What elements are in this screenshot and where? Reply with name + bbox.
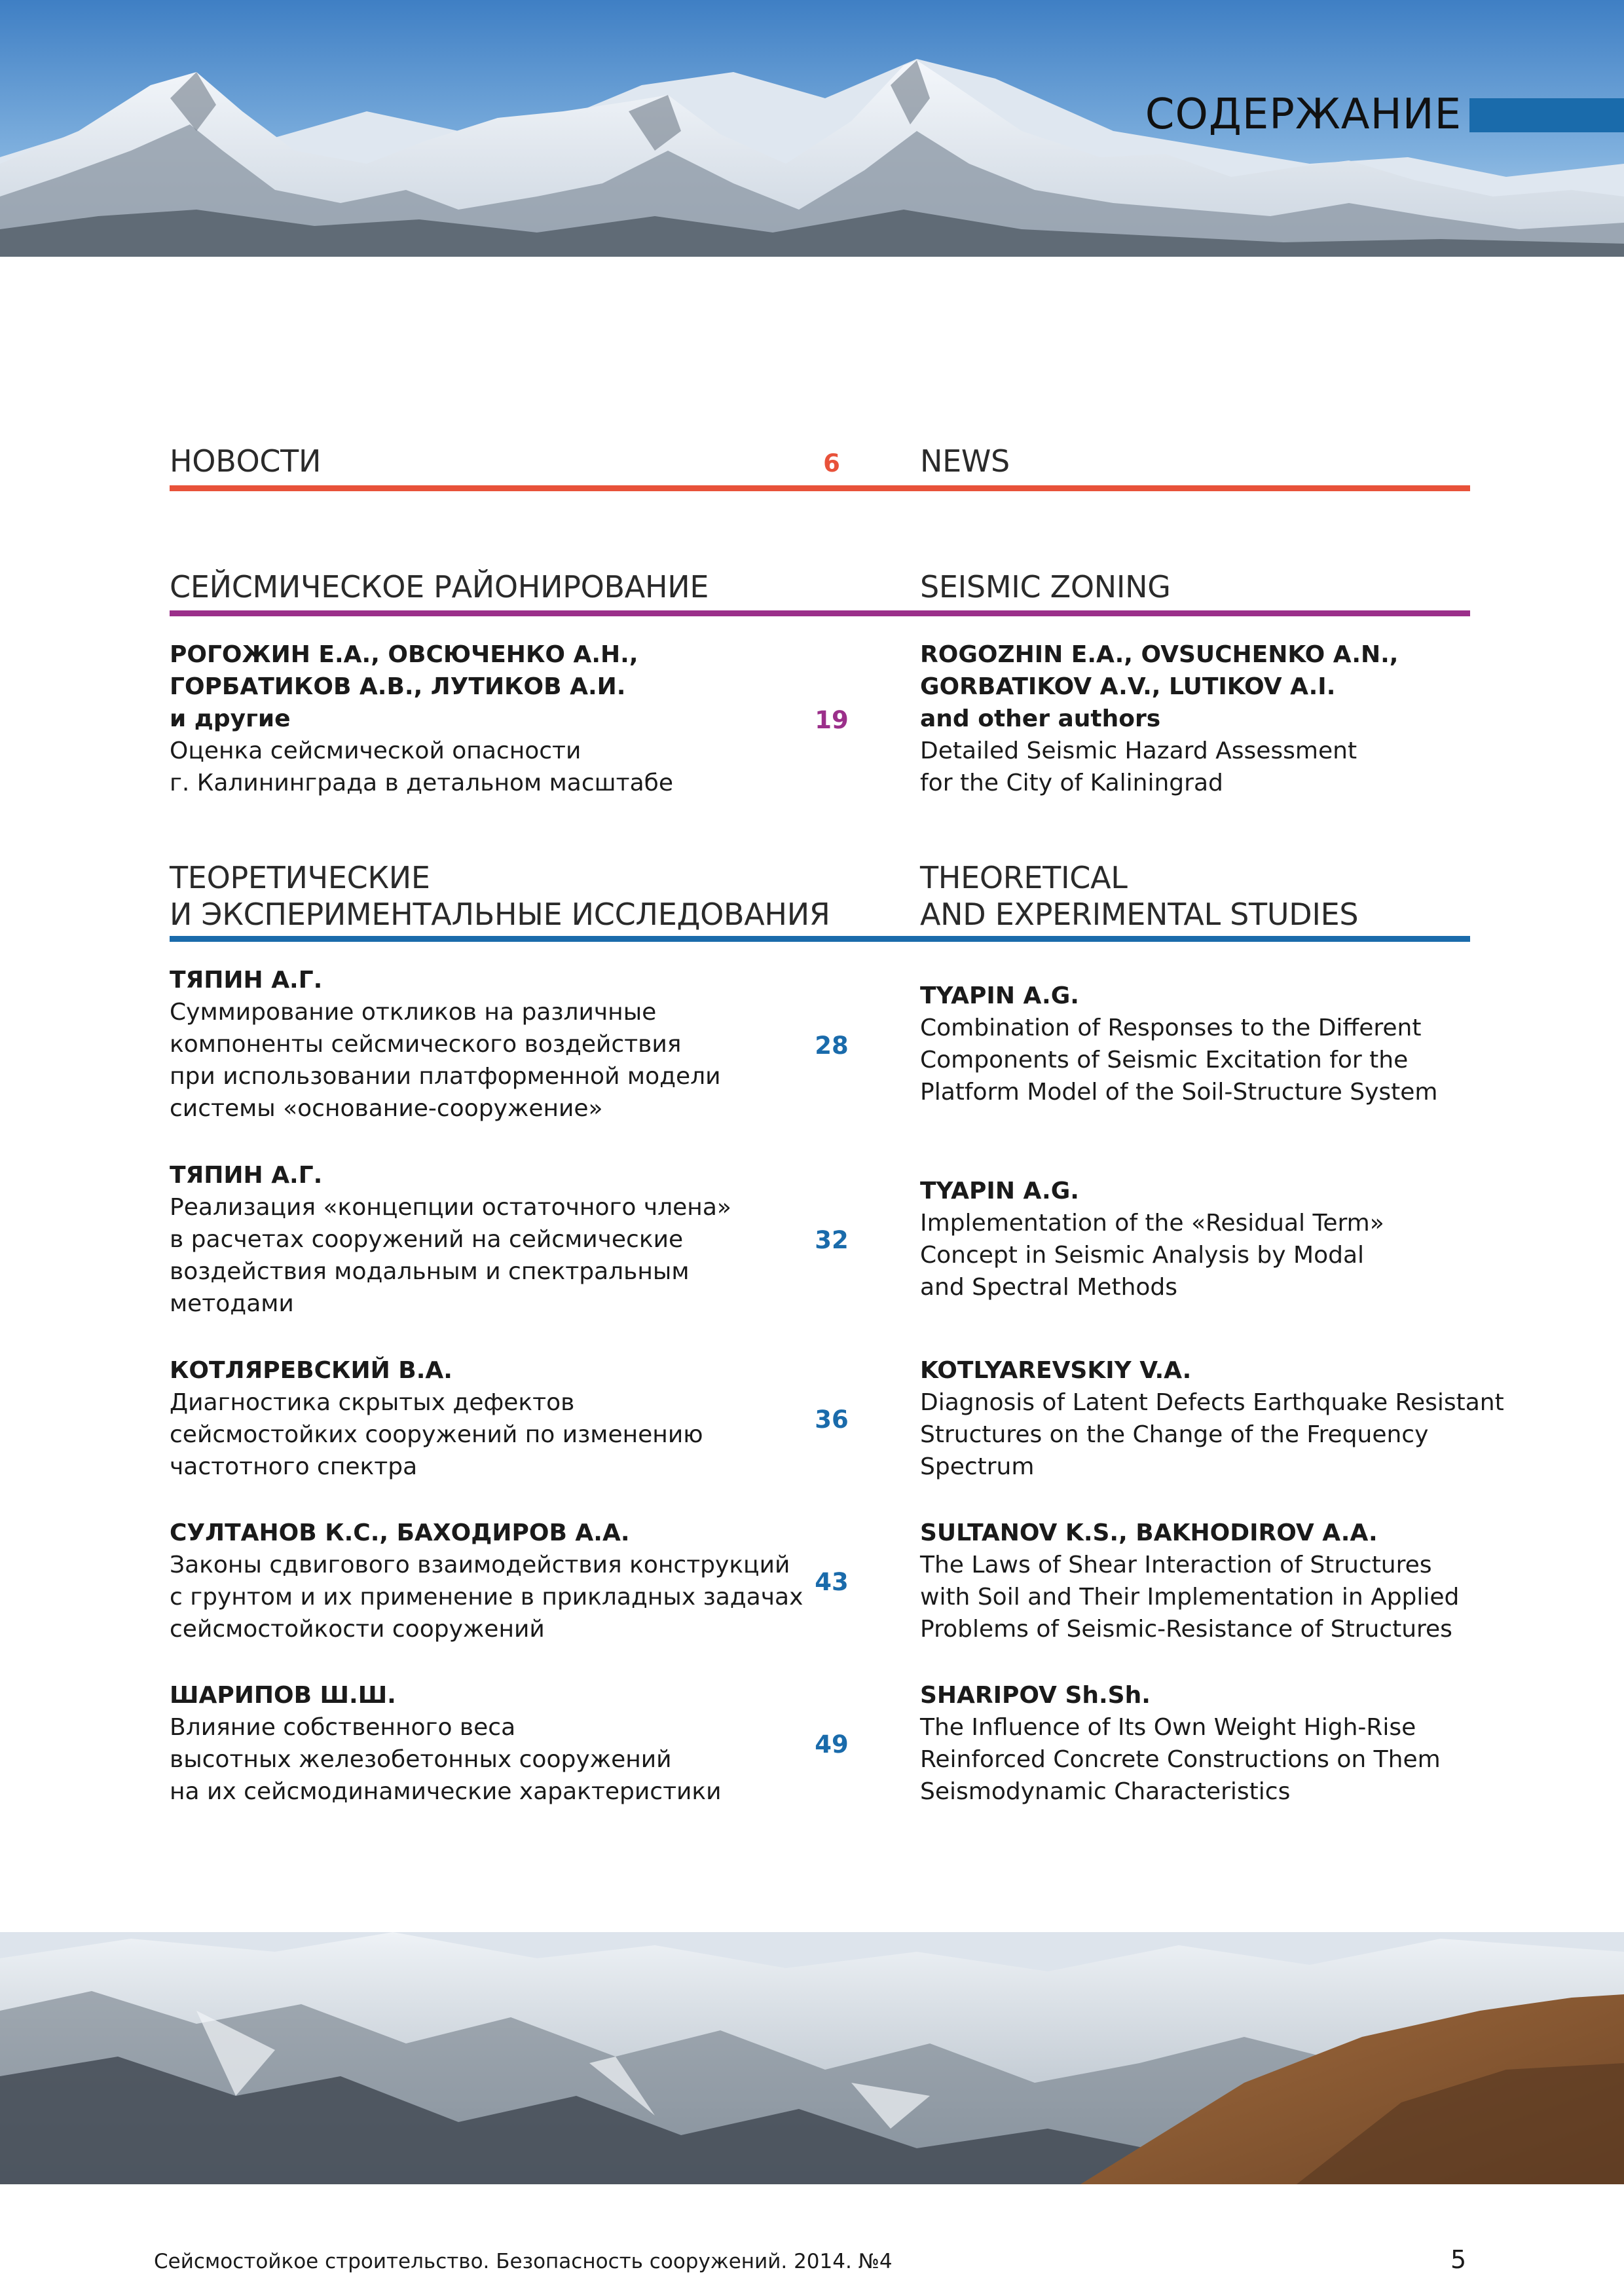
article-title: Implementation of the «Residual Term» [920, 1210, 1384, 1237]
article-title: Platform Model of the Soil-Structure System [920, 1079, 1438, 1106]
page-title: СОДЕРЖАНИЕ [1145, 90, 1462, 139]
article-title: Reinforced Concrete Constructions on Them [920, 1746, 1441, 1773]
article-title: Spectrum [920, 1453, 1035, 1480]
page-number: 32 [815, 1226, 849, 1254]
page-number: 43 [815, 1568, 849, 1596]
article-title: Components of Seismic Excitation for the [920, 1047, 1409, 1073]
page-number: 36 [815, 1406, 849, 1434]
article-title: and Spectral Methods [920, 1274, 1178, 1301]
article-title: The Influence of Its Own Weight High-Rise [920, 1714, 1416, 1741]
article-title: с грунтом и их применение в прикладных задачах [170, 1584, 803, 1611]
page-number: 49 [815, 1730, 849, 1759]
article-title: Problems of Seismic-Resistance of Structures [920, 1616, 1452, 1643]
section-zoning-en: SEISMIC ZONING [920, 569, 1171, 605]
section-divider-studies [170, 936, 1470, 942]
article-ru [170, 1679, 792, 1808]
article-ru [170, 964, 792, 1125]
article-ru [170, 1354, 792, 1483]
article-en [920, 1354, 1504, 1483]
article-title: сейсмостойкости сооружений [170, 1616, 545, 1643]
section-title-line: THEORETICAL [920, 860, 1128, 895]
article-title: Диагностика скрытых дефектов [170, 1389, 575, 1416]
section-divider-news [170, 485, 1470, 491]
article-authors: КОТЛЯРЕВСКИЙ В.А. [170, 1357, 452, 1384]
article-title: высотных железобетонных сооружений [170, 1746, 672, 1773]
article-ru [170, 639, 792, 799]
article-en [920, 1679, 1480, 1808]
article-title: воздействия модальным и спектральным [170, 1258, 690, 1285]
article-en [920, 980, 1480, 1108]
article-title: The Laws of Shear Interaction of Structures [920, 1552, 1432, 1578]
section-divider-zoning [170, 610, 1470, 616]
article-title: Влияние собственного веса [170, 1714, 516, 1741]
article-title: методами [170, 1290, 294, 1317]
article-title: при использовании платформенной модели [170, 1063, 721, 1090]
page-number-news: 6 [823, 449, 840, 477]
article-authors: РОГОЖИН Е.А., ОВСЮЧЕНКО А.Н., [170, 641, 638, 668]
article-title: Суммирование откликов на различные [170, 999, 657, 1026]
article-title: Combination of Responses to the Different [920, 1015, 1422, 1041]
article-title: Законы сдвигового взаимодействия конструкций [170, 1552, 790, 1578]
article-title: Оценка сейсмической опасности [170, 737, 581, 764]
bottom-mountain-banner [0, 1932, 1624, 2184]
section-studies-en [920, 859, 1480, 933]
section-studies-ru [170, 859, 830, 933]
article-en [920, 1175, 1480, 1303]
article-title: в расчетах сооружений на сейсмические [170, 1226, 684, 1253]
article-authors: GORBATIKOV A.V., LUTIKOV A.I. [920, 673, 1336, 700]
article-authors: TYAPIN A.G. [920, 982, 1079, 1009]
article-title: Реализация «концепции остаточного члена» [170, 1194, 731, 1221]
article-title: for the City of Kaliningrad [920, 770, 1223, 796]
article-en [920, 1517, 1480, 1645]
section-title-line: ТЕОРЕТИЧЕСКИЕ [170, 860, 430, 895]
article-authors: TYAPIN A.G. [920, 1178, 1079, 1204]
article-title: системы «основание-сооружение» [170, 1095, 603, 1122]
article-authors: SHARIPOV Sh.Sh. [920, 1682, 1151, 1709]
section-news-ru: НОВОСТИ [170, 443, 322, 479]
section-title-line: AND EXPERIMENTAL STUDIES [920, 897, 1359, 932]
article-title: Concept in Seismic Analysis by Modal [920, 1242, 1365, 1269]
article-title: компоненты сейсмического воздействия [170, 1031, 682, 1058]
article-authors: ТЯПИН А.Г. [170, 967, 323, 994]
article-ru [170, 1159, 792, 1320]
article-authors: СУЛТАНОВ К.С., БАХОДИРОВ А.А. [170, 1519, 630, 1546]
article-authors: ROGOZHIN E.A., OVSUCHENKO A.N., [920, 641, 1399, 668]
article-authors: ШАРИПОВ Ш.Ш. [170, 1682, 396, 1709]
article-authors: ТЯПИН А.Г. [170, 1162, 323, 1189]
page-number: 19 [815, 706, 849, 734]
article-title: Seismodynamic Characteristics [920, 1778, 1291, 1805]
footer-page-number: 5 [1450, 2245, 1467, 2274]
article-authors: SULTANOV K.S., BAKHODIROV A.A. [920, 1519, 1378, 1546]
article-ru [170, 1517, 803, 1645]
article-authors: ГОРБАТИКОВ А.В., ЛУТИКОВ А.И. [170, 673, 626, 700]
article-title: сейсмостойких сооружений по изменению [170, 1421, 703, 1448]
article-title: г. Калининграда в детальном масштабе [170, 770, 673, 796]
article-en [920, 639, 1480, 799]
article-title: Structures on the Change of the Frequency [920, 1421, 1429, 1448]
section-title-line: И ЭКСПЕРИМЕНТАЛЬНЫЕ ИССЛЕДОВАНИЯ [170, 897, 830, 932]
article-title: на их сейсмодинамические характеристики [170, 1778, 722, 1805]
section-zoning-ru: СЕЙСМИЧЕСКОЕ РАЙОНИРОВАНИЕ [170, 569, 709, 605]
article-authors: and other authors [920, 705, 1161, 732]
article-title: Diagnosis of Latent Defects Earthquake Resistant [920, 1389, 1504, 1416]
article-authors: KOTLYAREVSKIY V.A. [920, 1357, 1192, 1384]
article-title: with Soil and Their Implementation in Applied [920, 1584, 1460, 1611]
section-news-en: NEWS [920, 443, 1010, 479]
footer-journal-title: Сейсмостойкое строительство. Безопасность сооружений. 2014. №4 [154, 2250, 893, 2273]
article-title: частотного спектра [170, 1453, 418, 1480]
page-number: 28 [815, 1032, 849, 1060]
heading-accent-bar [1469, 98, 1624, 132]
article-title: Detailed Seismic Hazard Assessment [920, 737, 1357, 764]
article-authors: и другие [170, 705, 291, 732]
